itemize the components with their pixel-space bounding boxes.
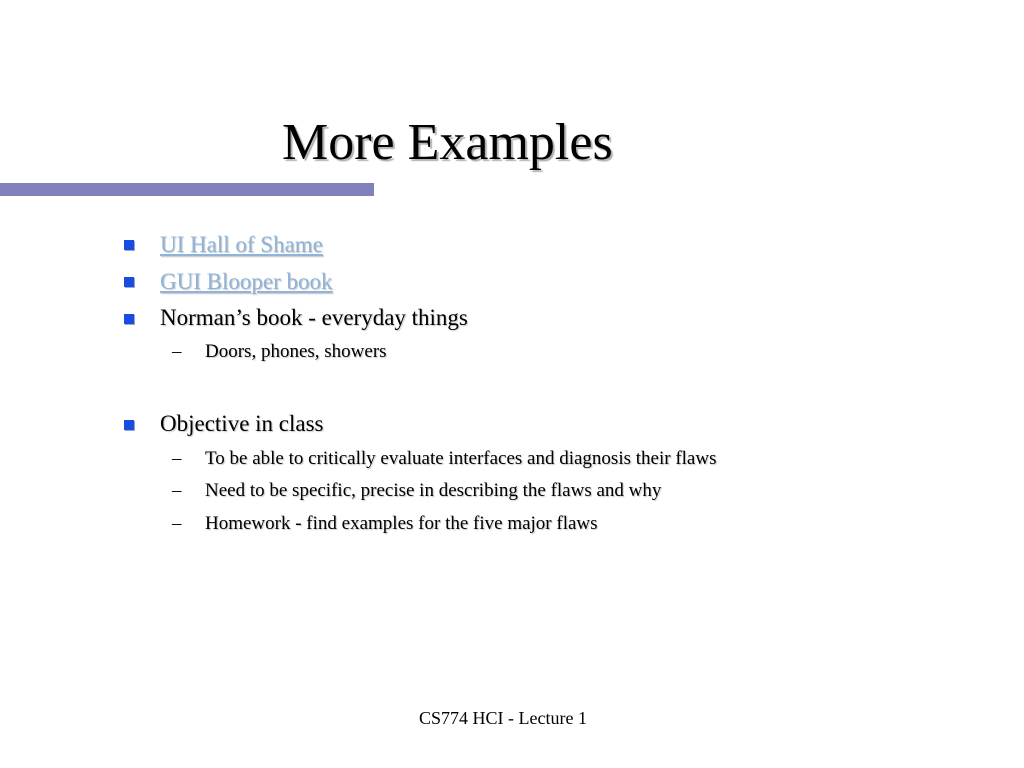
slide-footer: CS774 HCI - Lecture 1 <box>419 708 587 728</box>
ui-hall-of-shame-link[interactable]: UI Hall of Shame <box>160 232 323 257</box>
sub-bullet-text: Homework - find examples for the five major flaws <box>205 513 598 534</box>
square-bullet-icon <box>124 240 134 250</box>
sub-bullet-dash: – <box>172 480 182 501</box>
title-underline-bar <box>0 183 374 196</box>
sub-bullet-text: Need to be specific, precise in describing the flaws and why <box>205 480 662 501</box>
sub-bullet-dash: – <box>172 341 182 362</box>
sub-bullet-dash: – <box>172 448 182 469</box>
sub-bullet-dash: – <box>172 513 182 534</box>
sub-bullet-text: Doors, phones, showers <box>205 341 387 362</box>
square-bullet-icon <box>124 420 134 430</box>
sub-bullet-text: To be able to critically evaluate interfaces and diagnosis their flaws <box>205 448 717 469</box>
slide-title: More Examples <box>282 114 613 171</box>
square-bullet-icon <box>124 314 134 324</box>
bullet-text: Norman’s book - everyday things <box>160 305 468 330</box>
bullet-text: Objective in class <box>160 411 324 436</box>
gui-blooper-book-link[interactable]: GUI Blooper book <box>160 269 333 294</box>
square-bullet-icon <box>124 277 134 287</box>
